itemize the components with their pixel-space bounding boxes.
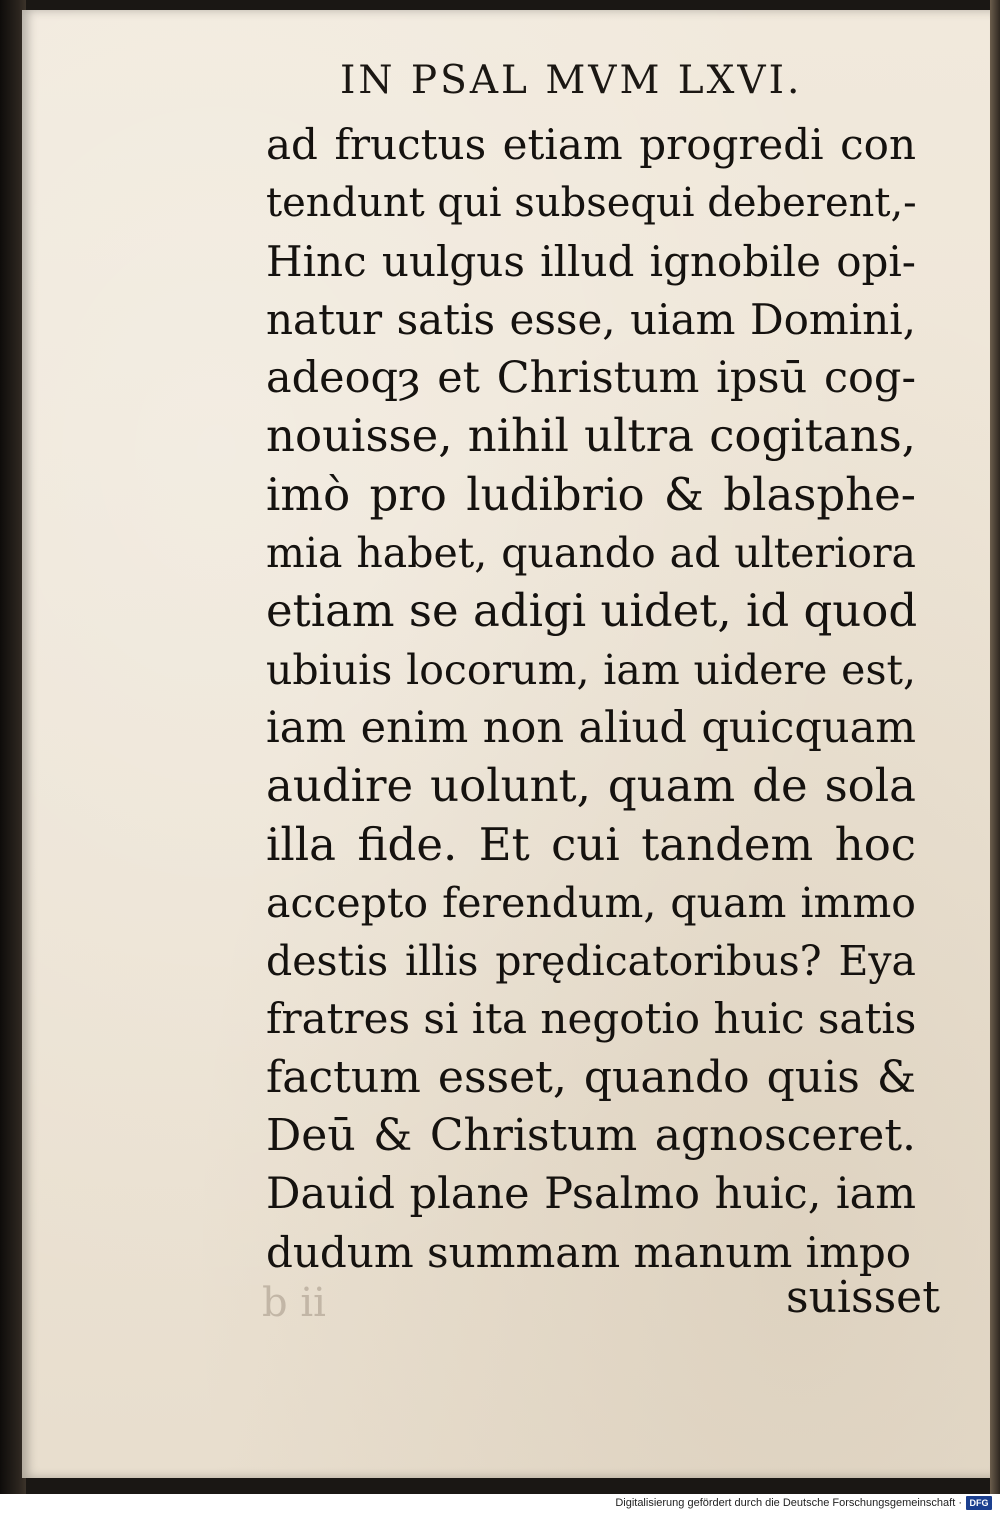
digitization-credit: Digitalisierung gefördert durch die Deutsche Forschungsgemeinschaft · <box>615 1497 962 1509</box>
page-edge <box>990 0 1000 1494</box>
text-line: nouisse, nihil ultra cogitans, <box>266 409 916 463</box>
text-line: destis illis prędicatoribus? Eya <box>266 937 916 986</box>
text-line: fratres si ita negotio huic satis <box>266 994 917 1044</box>
text-line: Dauid plane Psalmo huic, iam <box>266 1169 916 1220</box>
text-line: ubiuis locorum, iam uidere est, <box>266 645 916 694</box>
catchword: suisset <box>786 1272 940 1323</box>
text-line: Deū & Christum agnosceret. <box>266 1110 916 1162</box>
dfg-logo-icon[interactable]: DFG <box>966 1496 992 1510</box>
text-line: imò pro ludibrio & blasphe- <box>266 467 916 521</box>
signature-mark: b ii <box>262 1280 326 1326</box>
text-line: ad fructus etiam progredi con <box>266 120 916 169</box>
text-line: dudum summam manum impo <box>266 1227 912 1277</box>
text-line: tendunt qui subsequi deberent,- <box>266 180 917 227</box>
text-line: etiam se adigi uidet, id quod <box>266 584 918 638</box>
text-line: accepto ferendum, quam immo <box>266 878 916 927</box>
text-line: Hinc uulgus illud ignobile opi- <box>266 236 916 286</box>
text-line: mia habet, quando ad ulteriora <box>266 529 916 578</box>
text-line: iam enim non aliud quicquam <box>266 702 916 753</box>
text-line: audire uolunt, quam de sola <box>266 759 916 813</box>
body-text <box>266 116 916 1282</box>
text-line: adeoqȝ et Christum ipsū cog- <box>266 353 916 404</box>
text-line: natur satis esse, uiam Domini, <box>266 294 916 344</box>
running-head: IN PSAL MVM LXVI. <box>340 58 803 103</box>
text-line: factum esset, quando quis & <box>266 1051 916 1103</box>
text-line: illa fide. Et cui tandem hoc <box>266 817 916 871</box>
